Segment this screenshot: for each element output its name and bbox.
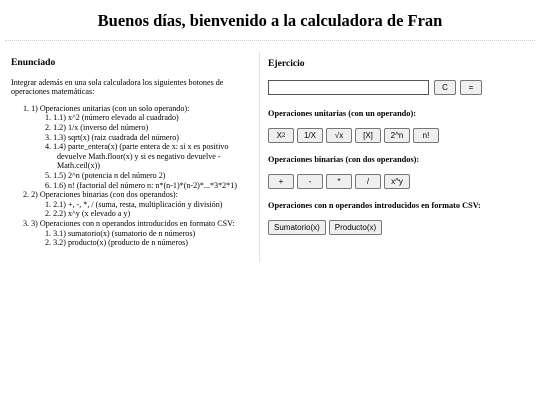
factorial-button[interactable]: n! [413, 128, 439, 143]
subtract-button[interactable]: - [297, 174, 323, 189]
nary-section [268, 201, 530, 235]
list-item [23, 171, 255, 181]
sublist [23, 200, 255, 219]
list-item-label: 1.6) n! (factorial del número n: n*(n-1)*(n-2)*...*3*2*1) [53, 180, 237, 190]
list-number: 2. [45, 238, 52, 248]
inverse-button[interactable]: 1/X [297, 128, 323, 143]
list-item-label: 3) Operaciones con n operandos introducidos en formato CSV: [31, 218, 235, 228]
binary-heading: Operaciones binarias (con dos operandos): [268, 155, 420, 164]
list-item-label: 1.3) sqrt(x) (raiz cuadrada del número) [53, 132, 179, 142]
unary-buttons [268, 128, 530, 143]
equals-button[interactable]: = [460, 80, 482, 95]
column-divider [259, 52, 260, 262]
list-item-continuation: Math.ceil(x)) [57, 161, 100, 171]
list-number: 3. [45, 132, 52, 142]
unary-section [268, 109, 530, 143]
list-number: 1. [45, 228, 52, 238]
ejercicio-section [268, 58, 530, 235]
list-number: 1. [45, 199, 52, 209]
binary-buttons [268, 174, 530, 189]
pow2-button[interactable]: 2^n [384, 128, 410, 143]
floor-button[interactable]: [X] [355, 128, 381, 143]
square-base: X [276, 131, 282, 140]
list-item [23, 133, 255, 143]
list-item-label: 1) Operaciones unitarias (con un solo operando): [31, 103, 190, 113]
list-number: 5. [45, 170, 52, 180]
list-number: 6. [45, 180, 52, 190]
list-item [23, 200, 255, 210]
multiply-button[interactable]: * [326, 174, 352, 189]
list-item-label: 2.2) x^y (x elevado a y) [53, 209, 131, 219]
list-number: 1. [45, 113, 52, 123]
enunciado-heading: Enunciado [11, 57, 56, 68]
list-item [23, 113, 255, 123]
nary-heading: Operaciones con n operandos introducidos en formato CSV: [268, 201, 481, 210]
list-number: 2. [45, 122, 52, 132]
producto-button[interactable]: Producto(x) [329, 220, 382, 235]
list-item-label: 1.5) 2^n (potencia n del número 2) [53, 170, 166, 180]
add-button[interactable]: + [268, 174, 294, 189]
binary-section [268, 155, 530, 189]
list-item [11, 104, 255, 190]
square-button[interactable]: X 2 [268, 128, 294, 143]
list-item [23, 181, 255, 191]
nary-buttons [268, 220, 530, 235]
unary-heading: Operaciones unitarias (con un operando): [268, 109, 416, 118]
calculator-display[interactable] [268, 80, 429, 95]
list-number: 1. [23, 103, 30, 113]
clear-button[interactable]: C [434, 80, 456, 95]
list-number: 4. [45, 142, 52, 152]
list-item-label: 1.1) x^2 (número elevado al cuadrado) [53, 113, 179, 123]
header-divider [5, 40, 535, 41]
list-item [11, 190, 255, 219]
sublist [23, 229, 255, 248]
list-item [23, 209, 255, 219]
list-item [11, 219, 255, 248]
divide-button[interactable]: / [355, 174, 381, 189]
sumatorio-button[interactable]: Sumatorio(x) [268, 220, 326, 235]
list-item-continuation: devuelve Math.floor(x) y si es negativo devuelve - [57, 151, 221, 161]
list-item-label: 3.2) producto(x) (producto de n números) [53, 238, 188, 248]
list-item [23, 123, 255, 133]
list-item-label: 2) Operaciones binarias (con dos operandos): [31, 190, 178, 200]
list-item [23, 229, 255, 239]
list-item [23, 238, 255, 248]
sqrt-button[interactable]: √x [326, 128, 352, 143]
page-title: Buenos días, bienvenido a la calculadora de Fran [97, 11, 443, 30]
display-row [268, 80, 530, 95]
list-item [23, 142, 255, 171]
power-button[interactable]: x^y [384, 174, 410, 189]
list-item-label: 2.1) +, -, *, / (suma, resta, multiplicación y división) [53, 199, 223, 209]
list-number: 3. [23, 218, 30, 228]
enunciado-intro: Integrar además en una sola calculadora los siguientes botones de operaciones matemáticas: [11, 77, 224, 97]
list-item-label: 1.4) parte_entera(x) (parte entera de x: si x es positivo [53, 142, 229, 152]
list-number: 2. [45, 209, 52, 219]
list-item-label: 3.1) sumatorio(x) (sumatorio de n números) [53, 228, 196, 238]
enunciado-section [11, 58, 255, 248]
list-item-label: 1.2) 1/x (inverso del número) [53, 122, 149, 132]
sublist [23, 113, 255, 190]
list-number: 2. [23, 190, 30, 200]
ejercicio-heading: Ejercicio [268, 58, 305, 69]
operations-list [11, 104, 255, 248]
